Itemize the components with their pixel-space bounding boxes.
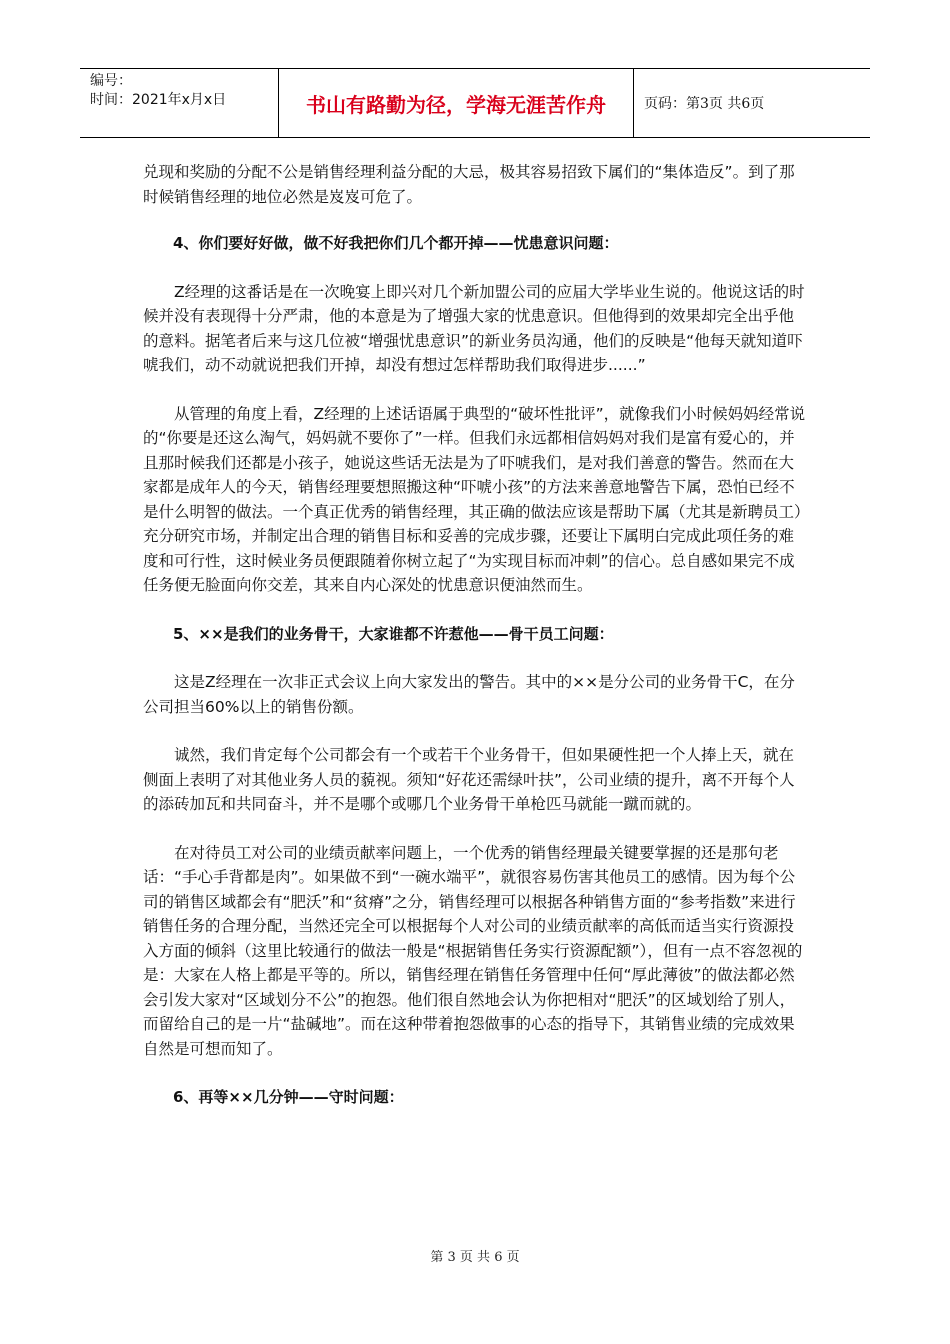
paragraph: Z经理的这番话是在一次晚宴上即兴对几个新加盟公司的应届大学毕业生说的。他说这话的时候并没有表现得十分严肃，他的本意是为了增强大家的忧患意识。但他得到的效果却完全出乎他的意料。据笔者后来与这几位被“增强忧患意识”的新业务员沟通，他们的反映是“他每天就知道吓唬我们，动不动就说把我们开掉，却没有想过怎样帮助我们取得进步......” [143,282,805,374]
header-meta [80,69,279,137]
paragraph: 兑现和奖励的分配不公是销售经理利益分配的大忌，极其容易招致下属们的“集体造反”。到了那时候销售经理的地位必然是岌岌可危了。 [143,163,795,206]
paragraph: 这是Z经理在一次非正式会议上向大家发出的警告。其中的××是分公司的业务骨干C，在分公司担当60%以上的销售份额。 [143,673,795,716]
header-motto: 书山有路勤为径，学海无涯苦作舟 [279,69,634,137]
document-body [143,160,809,1110]
number-label: 编号： [90,73,132,89]
document-header [80,68,870,138]
time-label: 时间：2021年x月x日 [90,92,227,108]
section-heading: 5、××是我们的业务骨干，大家谁都不许惹他——骨干员工问题： [173,624,614,643]
paragraph: 从管理的角度上看，Z经理的上述话语属于典型的“破坏性批评”，就像我们小时候妈妈经常说的“你要是还这么淘气，妈妈就不要你了”一样。但我们永远都相信妈妈对我们是富有爱心的，并且那时候我们还都是小孩子，她说这些话无法是为了吓唬我们，是对我们善意的警告。然而在大家都是成年人的今天，销售经理要想照搬这种“吓唬小孩”的方法来善意地警告下属，恐怕已经不是什么明智的做法。一个真正优秀的销售经理，其正确的做法应该是帮助下属（尤其是新聘员工）充分研究市场，并制定出合理的销售目标和妥善的完成步骤，还要让下属明白完成此项任务的难度和可行性，这时候业务员便跟随着你树立起了“为实现目标而冲刺”的信心。总自感如果完不成任务便无脸面向你交差，其来自内心深处的忧患意识便油然而生。 [143,404,806,594]
header-page-info: 页码：第3页 共6页 [644,96,765,112]
section-heading: 6、再等××几分钟——守时问题： [173,1088,404,1106]
section-heading: 4、你们要好好做，做不好我把你们几个都开掉——忧患意识问题： [173,234,619,252]
paragraph: 诚然，我们肯定每个公司都会有一个或若干个业务骨干，但如果硬性把一个人捧上天，就在侧面上表明了对其他业务人员的藐视。须知“好花还需绿叶扶”，公司业绩的提升，离不开每个人的添砖加瓦和共同奋斗，并不是哪个或哪几个业务骨干单枪匹马就能一蹴而就的。 [143,746,795,813]
paragraph: 在对待员工对公司的业绩贡献率问题上，一个优秀的销售经理最关键要掌握的还是那句老话：“手心手背都是肉”。如果做不到“一碗水端平”，就很容易伤害其他员工的感情。因为每个公司的销售区域都会有“肥沃”和“贫瘠”之分，销售经理可以根据各种销售方面的“参考指数”来进行销售任务的合理分配，当然还完全可以根据每个人对公司的业绩贡献率的高低而适当实行资源投入方面的倾斜（这里比较通行的做法一般是“根据销售任务实行资源配额”），但有一点不容忽视的是：大家在人格上都是平等的。所以，销售经理在销售任务管理中任何“厚此薄彼”的做法都必然会引发大家对“区域划分不公”的抱怨。他们很自然地会认为你把相对“肥沃”的区域划给了别人，而留给自己的是一片“盐碱地”。而在这种带着抱怨做事的心态的指导下，其销售业绩的完成效果自然是可想而知了。 [143,843,803,1058]
page-footer: 第 3 页 共 6 页 [430,1250,520,1265]
